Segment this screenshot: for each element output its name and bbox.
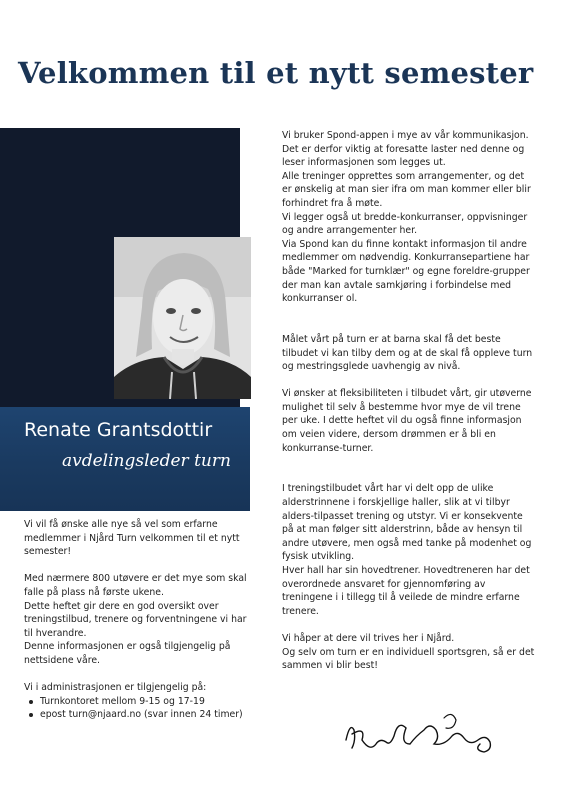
text-line: per uke. I dette heftet vil du også finne informasjon bbox=[282, 415, 522, 427]
signature bbox=[340, 700, 505, 760]
text-line: og mestringsglede uavhengig av nivå. bbox=[282, 361, 461, 373]
text-line: Vi legger også ut bredde-konkurranser, oppvisninger bbox=[282, 211, 528, 223]
text-line: medlemmer i Njård Turn velkommen til et nytt bbox=[24, 532, 240, 544]
page-title: Velkommen til et nytt semester bbox=[18, 56, 534, 90]
text-line: Vi ønsker at fleksibiliteten i tilbudet vårt, gir utøverne bbox=[282, 388, 532, 400]
text-line: Alle treninger opprettes som arrangementer, og det bbox=[282, 170, 525, 182]
text-line: alderstrinnene i forskjellige haller, slik at vi tilbyr bbox=[282, 497, 510, 509]
text-line: alders-tilpasset trening og utstyr. Vi er konsekvente bbox=[282, 510, 523, 522]
text-line: Vi håper at dere vil trives her i Njård. bbox=[282, 632, 455, 644]
list-item-text: Turnkontoret mellom 9-15 og 17-19 bbox=[40, 695, 205, 707]
text-line: der man kan avtale samkjøring i forbindelse med bbox=[282, 279, 512, 291]
text-line: overordnede ansvaret for gjennomføring av bbox=[282, 578, 486, 590]
text-line: konkurranser ol. bbox=[282, 293, 358, 305]
text-line: mulighet til selv å bestemme hvor mye de vil trene bbox=[282, 401, 521, 413]
text-line: Vi vil få ønske alle nye så vel som erfarne bbox=[24, 519, 218, 530]
text-line: semester! bbox=[24, 546, 72, 558]
right-column-text bbox=[282, 129, 550, 673]
text-line: Med nærmere 800 utøvere er det mye som skal bbox=[24, 573, 247, 585]
text-line: Via Spond kan du finne kontakt informasjon til andre bbox=[282, 238, 527, 250]
text-line: på at man følger sitt alderstrinn, både av hensyn til bbox=[282, 524, 523, 536]
bullet-icon bbox=[29, 713, 33, 717]
text-line: Og selv om turn er en individuell sportsgren, så er det bbox=[282, 646, 535, 658]
text-line: og andre arrangementer her. bbox=[282, 225, 418, 237]
list-item bbox=[24, 695, 256, 709]
text-line: nettsidene våre. bbox=[24, 654, 101, 666]
text-line: Målet vårt på turn er at barna skal få det beste bbox=[282, 333, 501, 345]
list-item bbox=[24, 708, 256, 722]
text-line: Dette heftet gir dere en god oversikt over bbox=[24, 600, 219, 612]
text-line: medlemmer om nødvendig. Konkurransepartiene har bbox=[282, 252, 530, 264]
text-line: forhindret fra å møte. bbox=[282, 197, 383, 209]
portrait-photo bbox=[114, 237, 251, 399]
text-line: I treningstilbudet vårt har vi delt opp de ulike bbox=[282, 483, 494, 495]
text-line: Vi bruker Spond-appen i mye av vår kommunikasjon. bbox=[282, 130, 529, 141]
text-line: leser informasjonen som legges ut. bbox=[282, 157, 446, 169]
text-line: andre utøvere, men også med tanke på modenhet og bbox=[282, 537, 532, 549]
text-line: sammen vi blir best! bbox=[282, 660, 378, 672]
text-line: både "Marked for turnklær" og egne foreldre-grupper bbox=[282, 265, 530, 277]
text-line: trenere. bbox=[282, 605, 319, 617]
text-line: falle på plass nå første ukene. bbox=[24, 586, 164, 598]
text-line: Vi i administrasjonen er tilgjengelig på: bbox=[24, 682, 207, 694]
text-line: treningene i i tillegg til å veilede de mindre erfarne bbox=[282, 592, 520, 604]
left-column-text bbox=[24, 518, 256, 722]
text-line: fysisk utvikling. bbox=[282, 551, 355, 563]
text-line: Hver hall har sin hovedtrener. Hovedtreneren har det bbox=[282, 565, 530, 576]
text-line: Det er derfor viktig at foresatte laster ned denne og bbox=[282, 143, 525, 155]
list-item-text: epost turn@njaard.no (svar innen 24 timer) bbox=[40, 709, 243, 721]
text-line: Denne informasjonen er også tilgjengelig på bbox=[24, 641, 231, 653]
text-line: tilbudet vi kan tilby dem og at de skal få oppleve turn bbox=[282, 347, 533, 359]
profile-name: Renate Grantsdottir bbox=[24, 419, 213, 441]
text-line: treningstilbud, trenere og forventningene vi har bbox=[24, 614, 247, 626]
bullet-icon bbox=[29, 700, 33, 704]
text-line: om veien videre, dersom drømmen er å bli en bbox=[282, 429, 496, 441]
profile-role: avdelingsleder turn bbox=[62, 451, 231, 471]
text-line: til hverandre. bbox=[24, 627, 87, 639]
text-line: konkurranse-turner. bbox=[282, 442, 374, 454]
text-line: er ønskelig at man sier ifra om man kommer eller blir bbox=[282, 184, 531, 196]
